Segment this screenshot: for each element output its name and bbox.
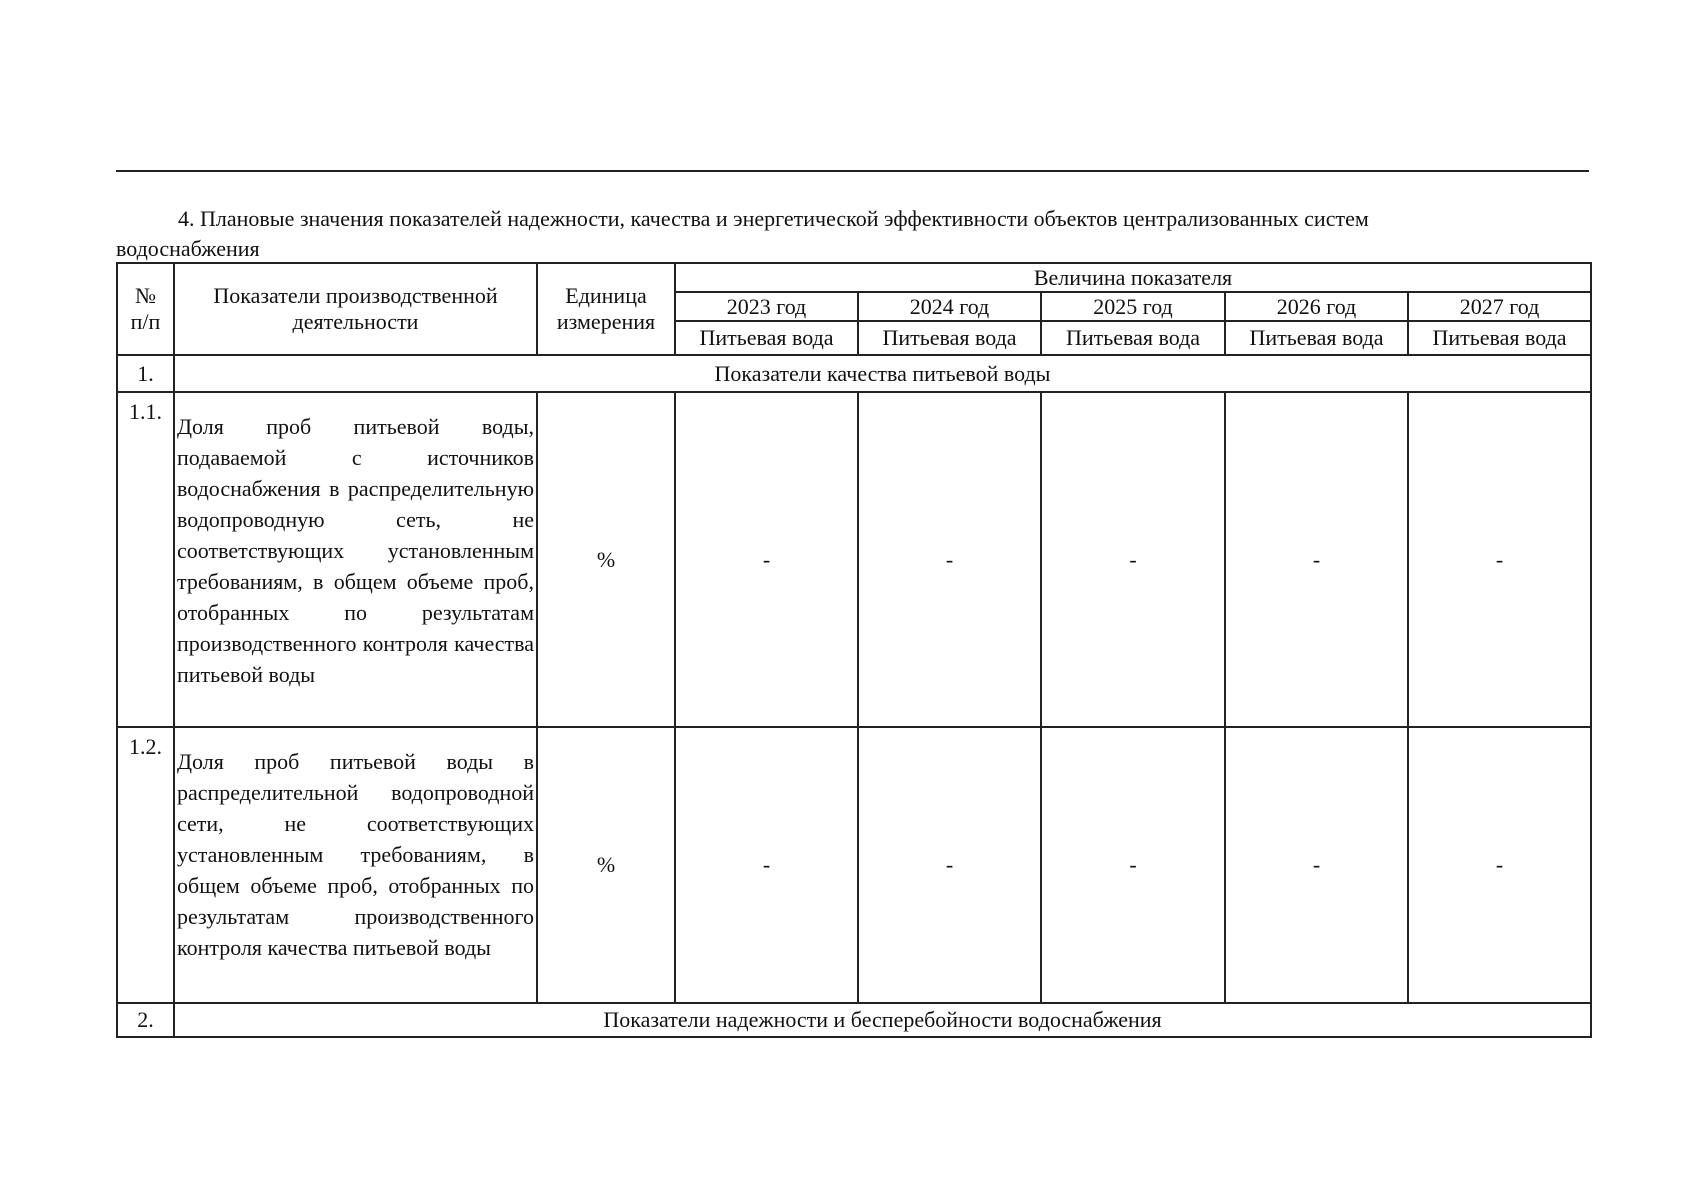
row-value-2023: -: [675, 392, 858, 727]
header-unit: [537, 263, 675, 355]
section-num: 1.: [117, 355, 174, 392]
table-row: [117, 727, 1591, 1003]
header-value-group: Величина показателя: [675, 263, 1591, 292]
header-indicator: [174, 263, 537, 355]
section-row: [117, 1003, 1591, 1037]
header-year-2026: 2026 год: [1225, 292, 1408, 321]
row-value-2024: -: [858, 392, 1041, 727]
row-value-2025: -: [1041, 727, 1225, 1003]
row-value-2027: -: [1408, 727, 1591, 1003]
header-year-2027: 2027 год: [1408, 292, 1591, 321]
section-title: Показатели качества питьевой воды: [174, 355, 1591, 392]
header-water-2024: Питьевая вода: [858, 321, 1041, 355]
header-unit-line-1: Единица: [565, 283, 647, 308]
header-year-2025: 2025 год: [1041, 292, 1225, 321]
header-year-2024: 2024 год: [858, 292, 1041, 321]
header-num-line-2: п/п: [130, 309, 161, 334]
heading-number: 4.: [178, 206, 195, 231]
row-description: Доля проб питьевой воды, подаваемой с источников водоснабжения в распределительную водопроводную сеть, не соответствующих установленным требованиям, в общем объеме проб, отобранных по результатам производственного контроля качества питьевой воды: [174, 392, 537, 727]
section-title: Показатели надежности и бесперебойности водоснабжения: [174, 1003, 1591, 1037]
header-indicator-line-1: Показатели производственной: [213, 283, 498, 308]
header-water-2025: Питьевая вода: [1041, 321, 1225, 355]
row-value-2023: -: [675, 727, 858, 1003]
heading-text: Плановые значения показателей надежности, качества и энергетической эффективности объектов централизованных систем: [200, 206, 1369, 231]
row-value-2027: -: [1408, 392, 1591, 727]
header-water-2027: Питьевая вода: [1408, 321, 1591, 355]
header-indicator-line-2: деятельности: [292, 309, 419, 334]
header-num: [117, 263, 174, 355]
row-value-2026: -: [1225, 392, 1408, 727]
row-value-2025: -: [1041, 392, 1225, 727]
row-unit: %: [537, 727, 675, 1003]
indicators-table: [116, 262, 1592, 1038]
section-num: 2.: [117, 1003, 174, 1037]
header-unit-line-2: измерения: [556, 309, 656, 334]
row-num: 1.2.: [117, 727, 174, 1003]
row-unit: %: [537, 392, 675, 727]
top-rule: [116, 170, 1589, 172]
heading-continuation: водоснабжения: [116, 236, 260, 261]
table-heading: [116, 204, 1589, 264]
row-value-2024: -: [858, 727, 1041, 1003]
header-row-group: [117, 263, 1591, 292]
row-value-2026: -: [1225, 727, 1408, 1003]
header-num-line-1: №: [135, 283, 156, 308]
header-year-2023: 2023 год: [675, 292, 858, 321]
table-row: [117, 392, 1591, 727]
row-description: Доля проб питьевой воды в распределительной водопроводной сети, не соответствующих установленным требованиям, в общем объеме проб, отобранных по результатам производственного контроля качества питьевой воды: [174, 727, 537, 1003]
row-num: 1.1.: [117, 392, 174, 727]
section-row: [117, 355, 1591, 392]
header-water-2026: Питьевая вода: [1225, 321, 1408, 355]
header-water-2023: Питьевая вода: [675, 321, 858, 355]
